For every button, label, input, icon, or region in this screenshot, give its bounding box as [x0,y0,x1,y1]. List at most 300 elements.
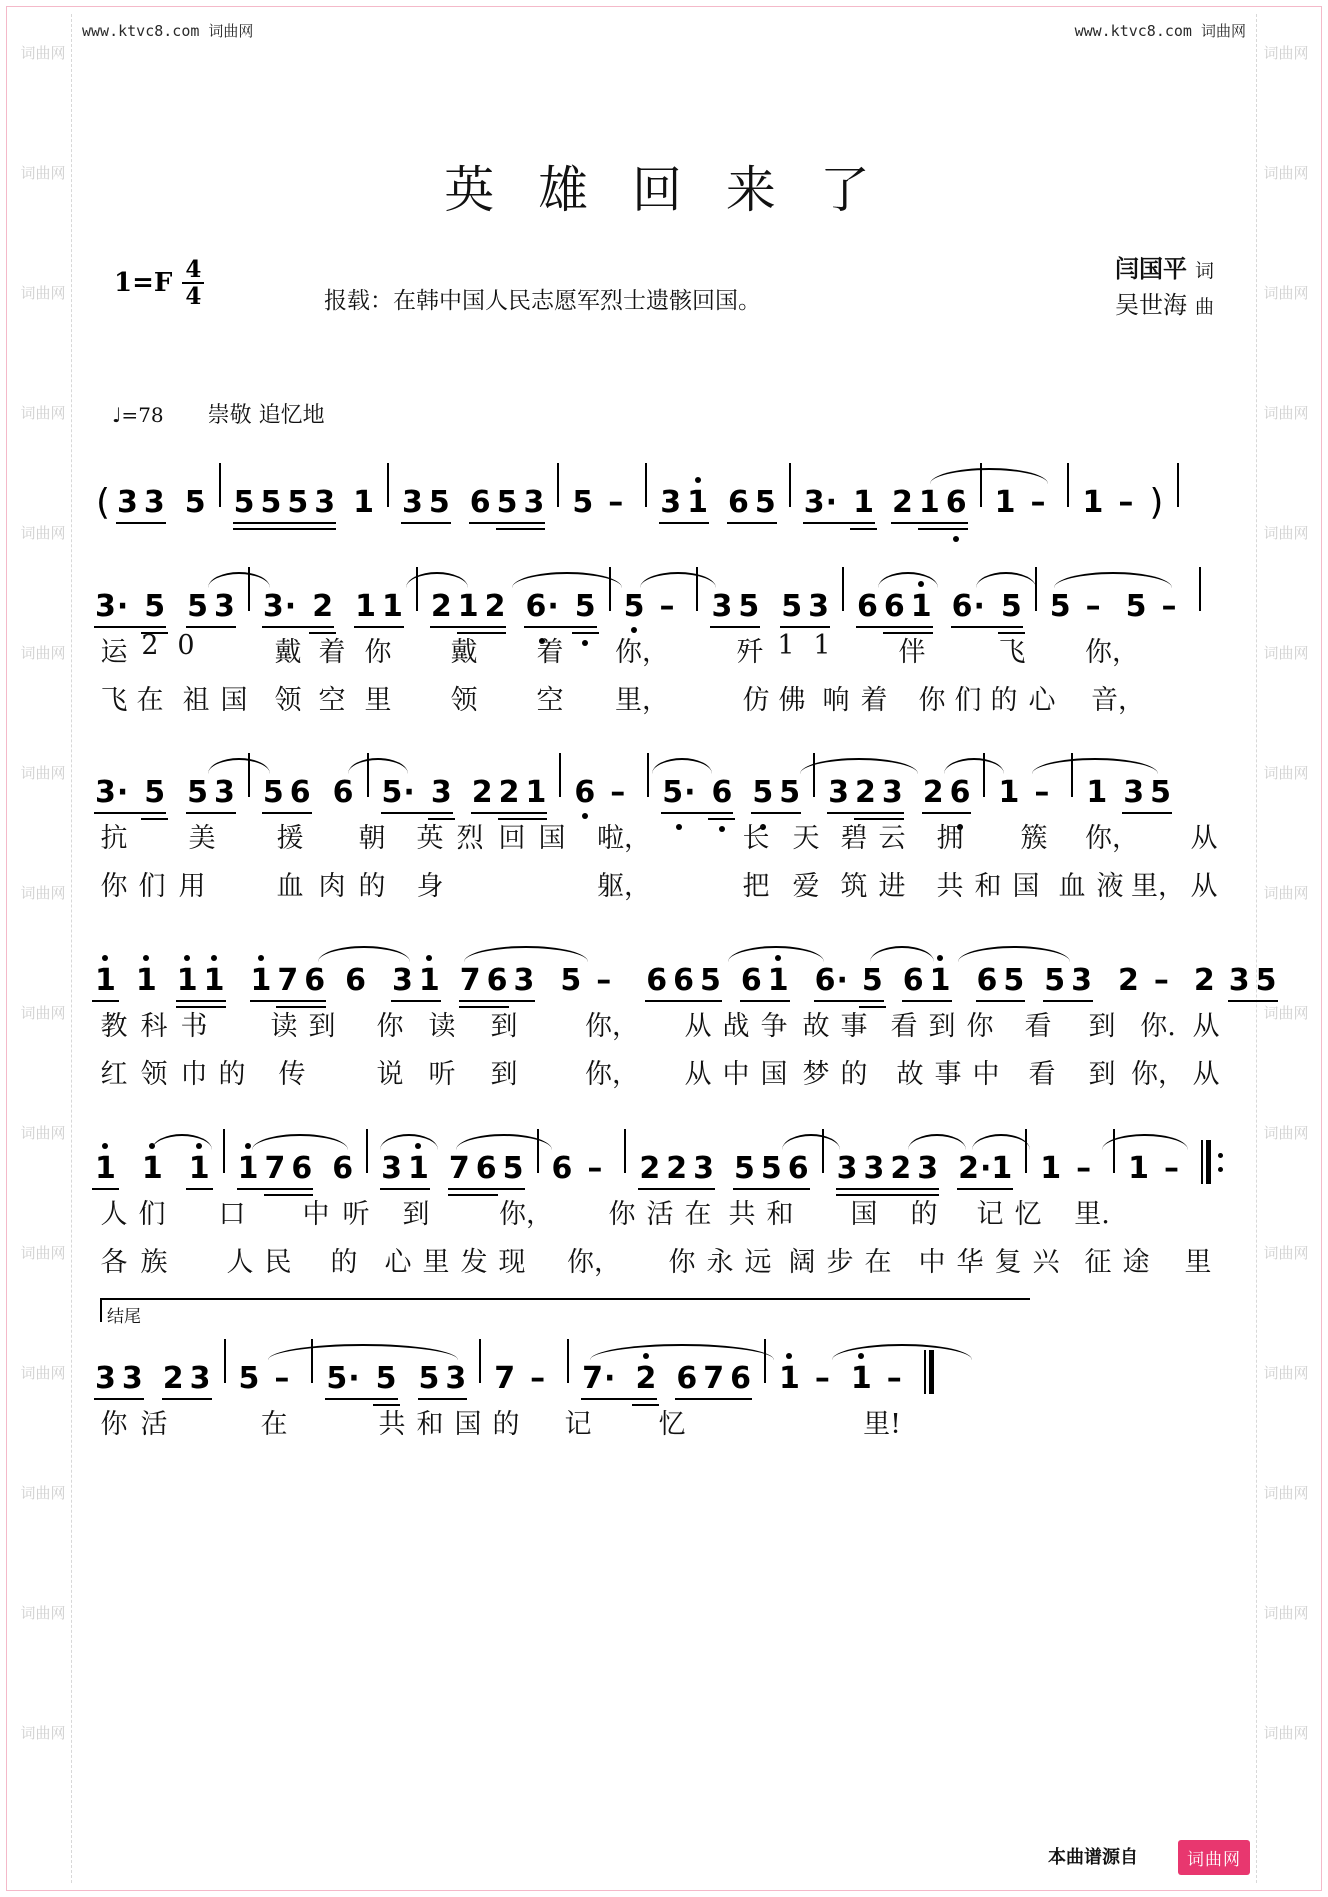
watermark-text: 词曲网 [1263,1124,1309,1142]
note: 7 [494,1361,516,1396]
beam-group [184,775,238,810]
lyrics-verse-1 [92,816,1232,864]
time-signature-numerator: 4 [182,258,204,284]
lyric-syllable: 着 [318,637,346,668]
lyric-syllable: 里 [364,685,392,716]
watermark-text: 词曲网 [20,1124,66,1142]
watermark-text: 词曲网 [1263,1364,1309,1382]
lyric-syllable: 红 [100,1059,128,1090]
lyric-syllable: 里， [1131,871,1185,902]
note: 6 [291,1151,313,1186]
barline [1035,567,1037,611]
note: 5 [233,485,255,520]
note: 1 [1040,1151,1062,1186]
slur-arc [1032,758,1158,774]
lyric-syllable: 从 [1190,823,1218,854]
beam-group [854,589,935,624]
beam-group [643,963,724,998]
barline [1071,753,1073,797]
note: 5 [428,485,450,520]
note: 5 [572,485,594,520]
lyrics-verse-2 [92,1240,1232,1288]
watermark-text: 词曲网 [20,44,66,62]
beam-group [323,1361,399,1396]
beam-group [457,963,538,998]
barline [1025,1129,1027,1173]
lyric-syllable: 们 [138,871,166,902]
slur-arc [972,1134,1030,1150]
lyricist-name: 闫国平 [1114,254,1187,283]
slur-arc [870,946,934,962]
note: 6 [943,488,970,518]
note: 1 [1086,775,1108,810]
lyric-syllable: 云 [878,823,906,854]
lyric-syllable: 你. [1140,1011,1176,1042]
lyric-syllable: 到 [928,1011,956,1042]
lyric-syllable: 在 [684,1199,712,1230]
note: 5 [496,485,518,520]
note: 7 [277,963,299,998]
lyric-syllable: 复 [994,1247,1022,1278]
barline [1177,463,1179,507]
beam-group [834,1151,942,1186]
beam-group [469,775,550,810]
note: 2 [498,775,520,810]
beam-group [920,775,974,810]
lyrics-verse-2 [92,1052,1232,1100]
note: 5 [187,589,209,624]
lyrics-verse-1 [92,1004,1232,1052]
note: 5 [754,485,776,520]
lyric-syllable: 从 [684,1011,712,1042]
lyric-syllable: 活 [140,1409,168,1440]
lyric-syllable: 飞 [998,637,1026,668]
lyric-syllable: 和 [416,1409,444,1440]
barline [387,463,389,507]
watermark-rail-right [1256,14,1314,1883]
lyric-syllable: 戴 [450,637,478,668]
note: 1 [684,488,711,518]
lyric-syllable: 肉 [318,871,346,902]
lyric-syllable: 的 [358,871,386,902]
slur-arc [944,758,1004,774]
lyric-syllable: 你， [585,1011,639,1042]
note-sustain-dash: – [274,1361,290,1396]
note-sustain-dash: – [814,1361,830,1396]
slur-arc [152,1134,212,1150]
lyric-syllable: 筑 [840,871,868,902]
lyric-syllable: 听 [342,1199,370,1230]
time-signature-denominator: 4 [185,283,202,310]
note: 2 [309,592,336,622]
lyric-syllable: 里， [615,685,669,716]
beam-group [262,1151,316,1186]
note-row [92,556,1232,622]
lyric-syllable: 国 [454,1409,482,1440]
repeat-dots [1218,1140,1223,1184]
watermark-text: 词曲网 [20,284,66,302]
note: 6 [740,963,762,998]
composer-name: 吴世海 [1114,291,1187,319]
beam-group [352,589,406,624]
beam-group [889,485,970,520]
note: 1 [1082,485,1104,520]
lyric-syllable: 记 [564,1409,592,1440]
lyric-syllable: 书 [180,1011,208,1042]
beam-group [160,1361,214,1396]
coda-label: 结尾 [107,1307,141,1327]
slur-arc [800,758,918,774]
lyric-syllable: 中 [918,1247,946,1278]
note: 1 [92,1154,119,1184]
note: 5 [621,592,648,622]
beam-group [881,589,935,624]
music-system-4 [92,930,1277,1100]
lyric-syllable: 征 [1084,1247,1112,1278]
note: 5 [141,592,168,622]
tempo-marking [112,398,325,429]
note: 6 [976,963,998,998]
note: 1 [139,1154,166,1184]
lyric-syllable: 梦 [802,1059,830,1090]
note: 3 [392,963,413,998]
lyric-syllable: 朝 [358,823,386,854]
lyric-syllable: 巾 [180,1059,208,1090]
note: 6 [728,485,749,520]
lyric-syllable: 说 [376,1059,404,1090]
beam-group [825,775,906,810]
lyric-syllable: 读 [428,1011,456,1042]
lyric-syllable: 你， [1131,1059,1185,1090]
lyric-syllable: 你， [1085,637,1139,668]
lyric-syllable: 援 [276,823,304,854]
beam-group [974,963,1028,998]
lyric-syllable: 你 [376,1011,404,1042]
watermark-text: 词曲网 [1263,1604,1309,1622]
note: 6 [646,963,668,998]
intro-open-paren: ( [96,482,111,523]
lyric-syllable: 的 [910,1199,938,1230]
note: 5 [1150,775,1171,810]
lyric-syllable: 着 [536,637,564,668]
beam-group [248,963,329,998]
note-sustain-dash: – [1030,485,1046,520]
slur-arc [208,758,270,774]
note: 1 [908,592,935,622]
watermark-text: 词曲网 [20,1244,66,1262]
beam-group [446,1151,500,1186]
lyric-syllable: 你 [608,1199,636,1230]
barline [1067,463,1069,507]
note-sustain-dash: – [1118,485,1134,520]
slur-arc [1054,572,1172,588]
note: 1 [92,966,119,996]
note: 3 [402,485,423,520]
beam-group [949,589,1025,624]
note-sustain-dash: – [1076,1151,1092,1186]
lyric-syllable: 你 [364,637,392,668]
note: 3 [881,775,903,810]
lyric-syllable: 看 [1024,1011,1052,1042]
subtitle: 报载：在韩中国人民志愿军烈士遗骸回国。 [324,288,761,314]
slur-arc [832,1344,972,1360]
note: 1 [850,488,877,518]
beam-group [446,1151,527,1186]
barline [559,753,561,797]
lyric-syllable: 歼 [736,637,764,668]
lyric-syllable: 你 [100,1409,128,1440]
lyric-syllable: 和 [766,1199,794,1230]
beam-group [738,963,792,998]
lyric-syllable: 你 [100,871,128,902]
expression-marking: 崇敬 追忆地 [207,403,325,428]
lyric-syllable: 争 [760,1011,788,1042]
beam-group [579,1361,659,1396]
beam-group [731,1151,812,1186]
lyric-syllable: 心 [1028,685,1056,716]
lyric-syllable: 共 [728,1199,756,1230]
lyric-syllable: 英 [416,823,444,854]
lyric-syllable: 仿 [742,685,770,716]
beam-group [379,775,455,810]
lyric-syllable: 从 [1192,1011,1220,1042]
site-header-left: www.ktvc8.com 词曲网 [82,22,254,40]
note-row [92,452,1232,523]
lyric-syllable: 到 [1088,1011,1116,1042]
lyric-syllable: 你， [585,1059,639,1090]
note: 6 [673,963,694,998]
note: 5 [238,1361,260,1396]
tempo-bpm: ♩=78 [112,403,164,427]
note: 1 [918,485,940,520]
lyric-syllable: 啦， [597,823,651,854]
lyric-syllable: 事 [840,1011,868,1042]
note: 3 [523,485,545,520]
lyric-syllable: 忆 [1014,1199,1042,1230]
lyric-syllable: 国 [220,685,248,716]
page-title: 英 雄 回 来 了 [444,161,884,219]
beam-group [673,1361,754,1396]
beam-group [659,775,735,810]
lyric-syllable: 传 [278,1059,306,1090]
note: 3· [95,589,129,624]
note: 1 [248,966,275,996]
coda-bracket [100,1298,1030,1327]
lyric-syllable: 远 [744,1247,772,1278]
lyric-syllable: 从 [1190,871,1218,902]
note: 5 [141,778,168,808]
lyric-syllable: 听 [428,1059,456,1090]
barline [567,1339,569,1383]
lyric-syllable: 们 [954,685,982,716]
note: 5 [700,963,721,998]
note: 5 [184,485,206,520]
note: 5 [734,1151,755,1186]
slur-arc [652,758,712,774]
note-sustain-dash: – [596,963,612,998]
lyric-syllable: 的 [492,1409,520,1440]
note: 5 [1003,963,1025,998]
lyric-syllable: 1 [777,630,795,661]
note-sustain-dash: – [610,775,626,810]
beam-group [467,485,548,520]
slur-arc [252,1134,348,1150]
slur-arc [268,1344,458,1360]
beam-group [916,485,970,520]
watermark-text: 词曲网 [1263,764,1309,782]
note: 6 [469,485,491,520]
note: 1 [994,485,1016,520]
note: 3 [428,778,455,808]
slur-arc [782,1134,840,1150]
barline [224,1339,226,1383]
note: 2 [890,1151,912,1186]
note-sustain-dash: – [659,589,675,624]
note-sustain-dash: – [608,485,624,520]
lyric-syllable: 步 [826,1247,854,1278]
lyric-syllable: 和 [974,871,1002,902]
watermark-text: 词曲网 [1263,1004,1309,1022]
key-signature-text: 1=F [114,268,173,298]
watermark-text: 词曲网 [1263,164,1309,182]
note: 1 [998,775,1020,810]
barline [311,1339,313,1383]
note: 7 [448,1151,470,1186]
music-system-6-coda [92,1300,1232,1450]
lyric-syllable: 空 [536,685,564,716]
lyric-syllable: 用 [178,871,206,902]
note: 5 [779,775,801,810]
note: 3 [445,1361,467,1396]
watermark-text: 词曲网 [20,1604,66,1622]
beam-group [92,775,168,810]
note: 3 [693,1151,714,1186]
slur-arc [348,758,408,774]
note: 2 [162,1361,184,1396]
lyric-syllable: 液 [1096,871,1124,902]
note: 3 [1228,963,1250,998]
slur-arc [640,572,716,588]
note: 6· [814,963,848,998]
beam-group [235,1151,316,1186]
note: 6 [475,1151,497,1186]
lyric-syllable: 中 [722,1059,750,1090]
lyric-syllable: 空 [318,685,346,716]
note: 6 [332,775,354,810]
note: 2 [484,589,506,624]
barline [366,1129,368,1173]
barline [557,463,559,507]
slur-arc [976,572,1036,588]
lyric-syllable: 到 [490,1011,518,1042]
note: 2 [922,775,944,810]
beam-group [260,775,314,810]
note: 1 [416,966,443,996]
lyric-syllable: 拥 [936,823,964,854]
beam-group [852,775,906,810]
note: 3 [314,485,336,520]
note: 5 [1049,589,1071,624]
lyric-syllable: 进 [878,871,906,902]
note-sustain-dash: – [530,1361,546,1396]
lyric-syllable: 国 [850,1199,878,1230]
lyric-syllable: 到 [308,1011,336,1042]
lyricist-role: 词 [1194,260,1214,282]
watermark-text: 词曲网 [20,884,66,902]
lyric-syllable: 中 [302,1199,330,1230]
beam-group [260,589,336,624]
note-sustain-dash: – [1164,1151,1180,1186]
note: 3· [262,589,297,624]
note: 2·1 [958,1151,1013,1186]
lyric-syllable: 永 [706,1247,734,1278]
note: 3· [803,485,838,520]
note: 1 [174,966,201,996]
lyric-syllable: 中 [972,1059,1000,1090]
beam-group [900,963,954,998]
music-system-3 [92,742,1232,912]
watermark-text: 词曲网 [20,1484,66,1502]
note: 3 [381,1151,402,1186]
note: 5 [187,775,209,810]
slur-arc [464,946,588,962]
lyric-syllable: 祖 [182,685,210,716]
note-sustain-dash: – [587,1151,603,1186]
lyric-syllable: 兴 [1032,1247,1060,1278]
note: 3 [836,1151,858,1186]
lyric-syllable: 国 [538,823,566,854]
beam-group [274,963,328,998]
note: 5 [859,966,886,996]
barline [223,1129,225,1173]
note: 3 [189,1361,211,1396]
lyric-syllable: 在 [864,1247,892,1278]
note: 2 [1118,963,1139,998]
barline [696,567,698,611]
note: 6 [787,1151,809,1186]
lyric-syllable: 飞 [100,685,128,716]
note: 3· [95,775,129,810]
note: 3 [917,1151,939,1186]
note: 6 [304,963,326,998]
note: 6 [486,963,508,998]
note: 5 [998,592,1025,622]
note: 1 [355,589,376,624]
lyric-syllable: 共 [378,1409,406,1440]
beam-group [1120,775,1174,810]
note-row [92,742,1232,808]
beam-group [725,485,779,520]
note: 7 [703,1361,725,1396]
note: 1 [353,485,375,520]
watermark-text: 词曲网 [1263,44,1309,62]
note: 5· [381,775,415,810]
note: 2 [1193,963,1215,998]
lyric-syllable: 响 [822,685,850,716]
lyric-syllable: 看 [1028,1059,1056,1090]
lyric-syllable: 的 [218,1059,246,1090]
note: 3 [1071,963,1093,998]
beam-group [114,485,168,520]
lyric-syllable: 你， [615,637,669,668]
slur-arc [908,1134,966,1150]
watermark-text: 词曲网 [1263,404,1309,422]
lyric-syllable: 领 [140,1059,168,1090]
lyric-syllable: 爱 [792,871,820,902]
lyric-syllable: 着 [860,685,888,716]
note-sustain-dash: – [1085,589,1101,624]
note-sustain-dash: – [886,1361,902,1396]
